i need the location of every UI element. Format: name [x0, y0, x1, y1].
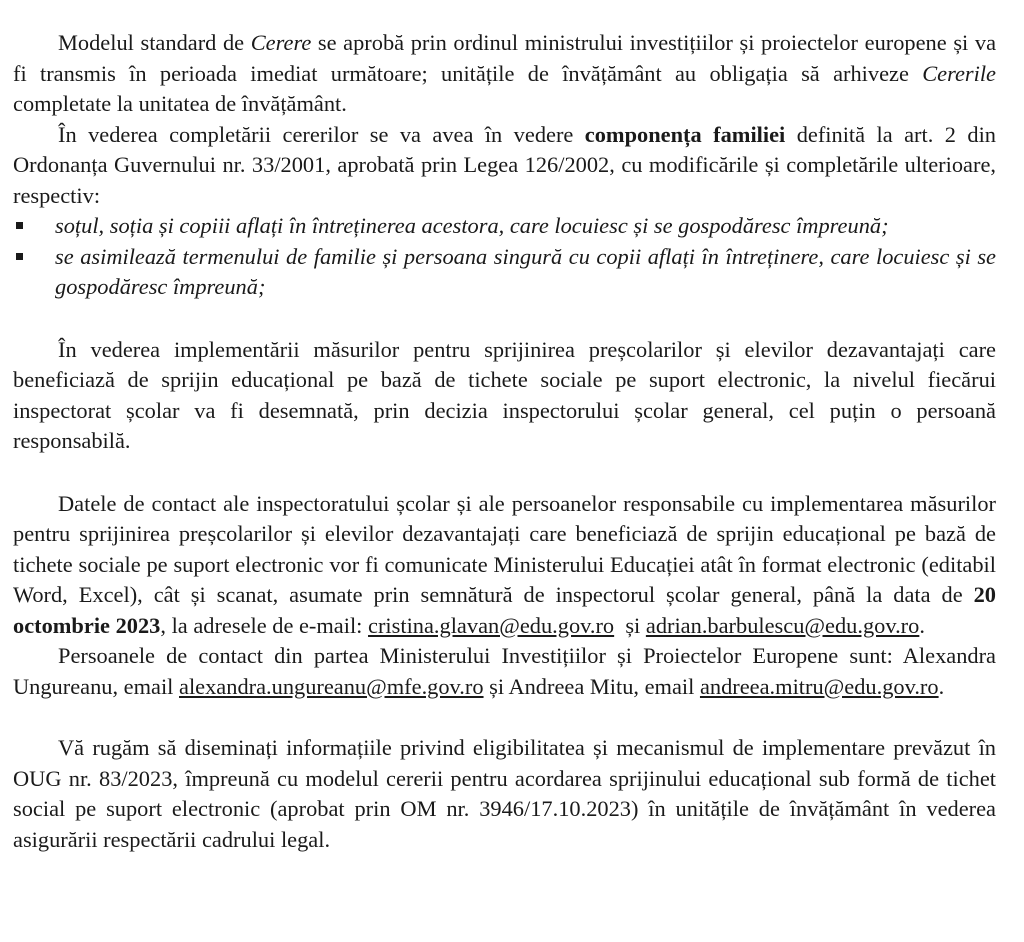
paragraph-persoana-responsabila: În vederea implementării măsurilor pentru sprijinirea preșcolarilor și elevilor dezavantajați care beneficiază de sprijin educațional pe bază de tichete sociale pe suport electronic, la nivelul fiecărui inspectorat școlar va fi desemnată, prin decizia inspectorului școlar general, cel puțin o persoană responsabilă. — [13, 336, 996, 453]
bullet-square-icon — [16, 253, 23, 260]
email-link-alexandra[interactable]: alexandra.ungureanu@mfe.gov.ro — [179, 673, 484, 699]
text: . — [938, 673, 945, 699]
paragraph-persoane-contact-mfe — [13, 641, 996, 702]
bullet-item — [13, 211, 996, 242]
bullet-square-icon — [16, 222, 23, 229]
paragraph-cerere-model — [13, 28, 996, 120]
emphasis-cererile: Cererile — [922, 60, 996, 86]
text: și — [614, 612, 646, 638]
text: . — [919, 612, 925, 638]
text: În vederea completării cererilor se va avea în vedere — [58, 121, 585, 147]
text: se aprobă prin ordinul ministrului investițiilor și proiectelor europene și va fi transmis în perioada imediat următoare; unitățile de învățământ au obligația să arhiveze — [13, 30, 997, 86]
bullet-text: se asimilează termenului de familie și persoana singură cu copii aflați în întreținere, care locuiesc și se gospodăresc împreună; — [55, 243, 996, 299]
paragraph-componenta-familiei — [13, 120, 996, 212]
text: și Andreea Mitu, email — [483, 673, 700, 699]
bold-componenta-familiei: componența familiei — [584, 121, 786, 147]
paragraph-diseminare: Vă rugăm să diseminați informațiile privind eligibilitatea și mecanismul de implementare prevăzut în OUG nr. 83/2023, împreună cu modelul cererii pentru acordarea sprijinului educațional sub formă de tichet social pe suport electronic (aprobat prin OM nr. 3946/17.10.2023) în unitățile de învățământ în vederea asigurării respectării cadrului legal. — [13, 735, 996, 852]
text: completate la unitatea de învățământ. — [13, 91, 347, 116]
email-link-andreea[interactable]: andreea.mitru@edu.gov.ro — [699, 673, 939, 699]
document-page — [13, 28, 996, 855]
email-link-adrian[interactable]: adrian.barbulescu@edu.gov.ro — [645, 612, 920, 638]
text: , la adresele de e-mail: — [160, 612, 369, 638]
emphasis-cerere: Cerere — [250, 30, 312, 55]
bullet-text: soțul, soția și copiii aflați în întreținerea acestora, care locuiesc și se gospodăresc împreună; — [55, 213, 889, 238]
text: definită la art. 2 din Ordonanța Guvernului nr. 33/2001, aprobată prin Legea 126/2002, cu modificările și completările ulterioare, respectiv: — [13, 121, 996, 208]
text: Persoanele de contact din partea Ministerului Investițiilor și Proiectelor Europene sunt: Alexandra Ungureanu, email — [13, 643, 996, 699]
email-link-cristina[interactable]: cristina.glavan@edu.gov.ro — [368, 612, 615, 638]
text: Modelul standard de — [58, 30, 251, 55]
text: Datele de contact ale inspectoratului școlar și ale persoanelor responsabile cu implementarea măsurilor pentru sprijinirea preșcolarilor și elevilor dezavantajați care beneficiază de sprijin educațional pe bază de tichete sociale pe suport electronic vor fi comunicate Ministerului Educației atât în format electronic (editabil Word, Excel), cât și scanat, asumate prin semnătură de inspectorul școlar general, până la data de — [13, 490, 996, 607]
bullet-item — [13, 242, 996, 303]
deadline-date: 20 octombrie 2023 — [13, 582, 996, 638]
paragraph-date-contact — [13, 489, 996, 642]
